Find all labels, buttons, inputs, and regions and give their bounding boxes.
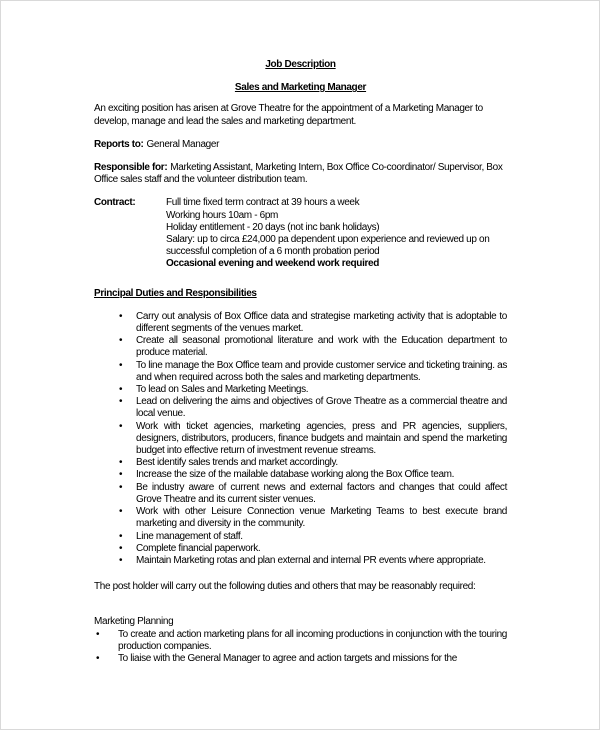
contract-details: [166, 197, 507, 270]
duties-list: [94, 311, 507, 567]
bullet-icon: •: [119, 530, 123, 542]
list-item: [94, 653, 507, 665]
contract-label: Contract:: [94, 197, 136, 209]
bullet-icon: •: [119, 554, 123, 566]
reports-to-line: [94, 139, 507, 151]
list-item: [94, 482, 507, 506]
planning-item-text: To create and action marketing plans for all incoming productions in conjunction with the touring production companies.: [118, 628, 507, 652]
list-item: [94, 384, 507, 396]
bullet-icon: •: [119, 542, 123, 554]
responsible-for-value: Marketing Assistant, Marketing Intern, Box Office Co-coordinator/ Supervisor, Box Office sales staff and the volunteer distribution team.: [94, 162, 503, 186]
contract-line: Working hours 10am - 6pm: [166, 209, 279, 221]
duty-text: Complete financial paperwork.: [136, 542, 261, 554]
duty-text: Lead on delivering the aims and objectives of Grove Theatre as a commercial theatre and local venue.: [136, 396, 507, 420]
bullet-icon: •: [119, 481, 123, 493]
list-item: [94, 506, 507, 530]
list-item: [94, 531, 507, 543]
bullet-icon: •: [96, 652, 100, 664]
bullet-icon: •: [119, 420, 123, 432]
list-item: [94, 396, 507, 420]
bullet-icon: •: [119, 310, 123, 322]
contract-block: [94, 197, 507, 270]
duty-text: Line management of staff.: [136, 530, 243, 542]
marketing-planning-heading: Marketing Planning: [94, 616, 174, 628]
bullet-icon: •: [119, 457, 123, 469]
contract-bold-line: Occasional evening and weekend work required: [166, 258, 380, 270]
duty-text: Be industry aware of current news and external factors and changes that could affect Grove Theatre and its current sister venues.: [136, 481, 507, 505]
planning-item-text: To liaise with the General Manager to agree and action targets and missions for the: [118, 652, 457, 664]
intro-paragraph: An exciting position has arisen at Grove Theatre for the appointment of a Marketing Manager to develop, manage and lead the sales and marketing department.: [94, 103, 483, 127]
duty-text: Carry out analysis of Box Office data and strategise marketing activity that is adoptable to different segments of the venues market.: [136, 310, 507, 335]
document-subtitle: Sales and Marketing Manager: [234, 82, 367, 94]
list-item: [94, 555, 507, 567]
reports-to-value: General Manager: [146, 138, 220, 150]
duty-text: To line manage the Box Office team and provide customer service and ticketing training. as and when required across both the sales and marketing departments.: [136, 359, 507, 383]
duty-text: Work with other Leisure Connection venue Marketing Teams to best execute brand marketing and diversity in the community.: [136, 506, 507, 530]
responsible-for-line: [94, 162, 507, 186]
bullet-icon: •: [119, 469, 123, 481]
duty-text: Create all seasonal promotional literature and work with the Education department to produce material.: [136, 335, 507, 359]
bullet-icon: •: [119, 359, 123, 371]
bullet-icon: •: [119, 335, 123, 347]
contract-line: Holiday entitlement - 20 days (not inc bank holidays): [166, 221, 380, 233]
duty-text: To lead on Sales and Marketing Meetings.: [136, 384, 309, 396]
contract-line: Full time fixed term contract at 39 hours a week: [166, 197, 360, 209]
list-item: [94, 360, 507, 384]
marketing-planning-list: [94, 629, 507, 666]
list-item: [94, 421, 507, 458]
reports-to-label: Reports to:: [94, 138, 144, 150]
duties-heading: Principal Duties and Responsibilities: [94, 287, 257, 299]
duty-text: Best identify sales trends and market accordingly.: [136, 457, 338, 469]
duty-text: Work with ticket agencies, marketing agencies, press and PR agencies, suppliers, designers, distributors, producers, finance budgets and maintain and spend the marketing budget into effective return of investment revenue streams.: [136, 420, 507, 457]
bullet-icon: •: [96, 628, 100, 640]
bullet-icon: •: [119, 396, 123, 408]
document-title: Job Description: [265, 59, 336, 70]
list-item: [94, 629, 507, 653]
bullet-icon: •: [119, 506, 123, 518]
list-item: [94, 543, 507, 555]
bullet-icon: •: [119, 384, 123, 396]
duty-text: Increase the size of the mailable database working along the Box Office team.: [136, 469, 455, 481]
post-holder-note: The post holder will carry out the following duties and others that may be reasonably required:: [94, 581, 476, 593]
list-item: [94, 469, 507, 481]
list-item: [94, 335, 507, 359]
contract-line: Salary: up to circa £24,000 pa dependent upon experience and reviewed up on successful completion of a 6 month probation period: [166, 234, 490, 258]
list-item: [94, 311, 507, 335]
responsible-for-label: Responsible for:: [94, 162, 168, 174]
duty-text: Maintain Marketing rotas and plan external and internal PR events where appropriate.: [136, 554, 486, 566]
list-item: [94, 457, 507, 469]
